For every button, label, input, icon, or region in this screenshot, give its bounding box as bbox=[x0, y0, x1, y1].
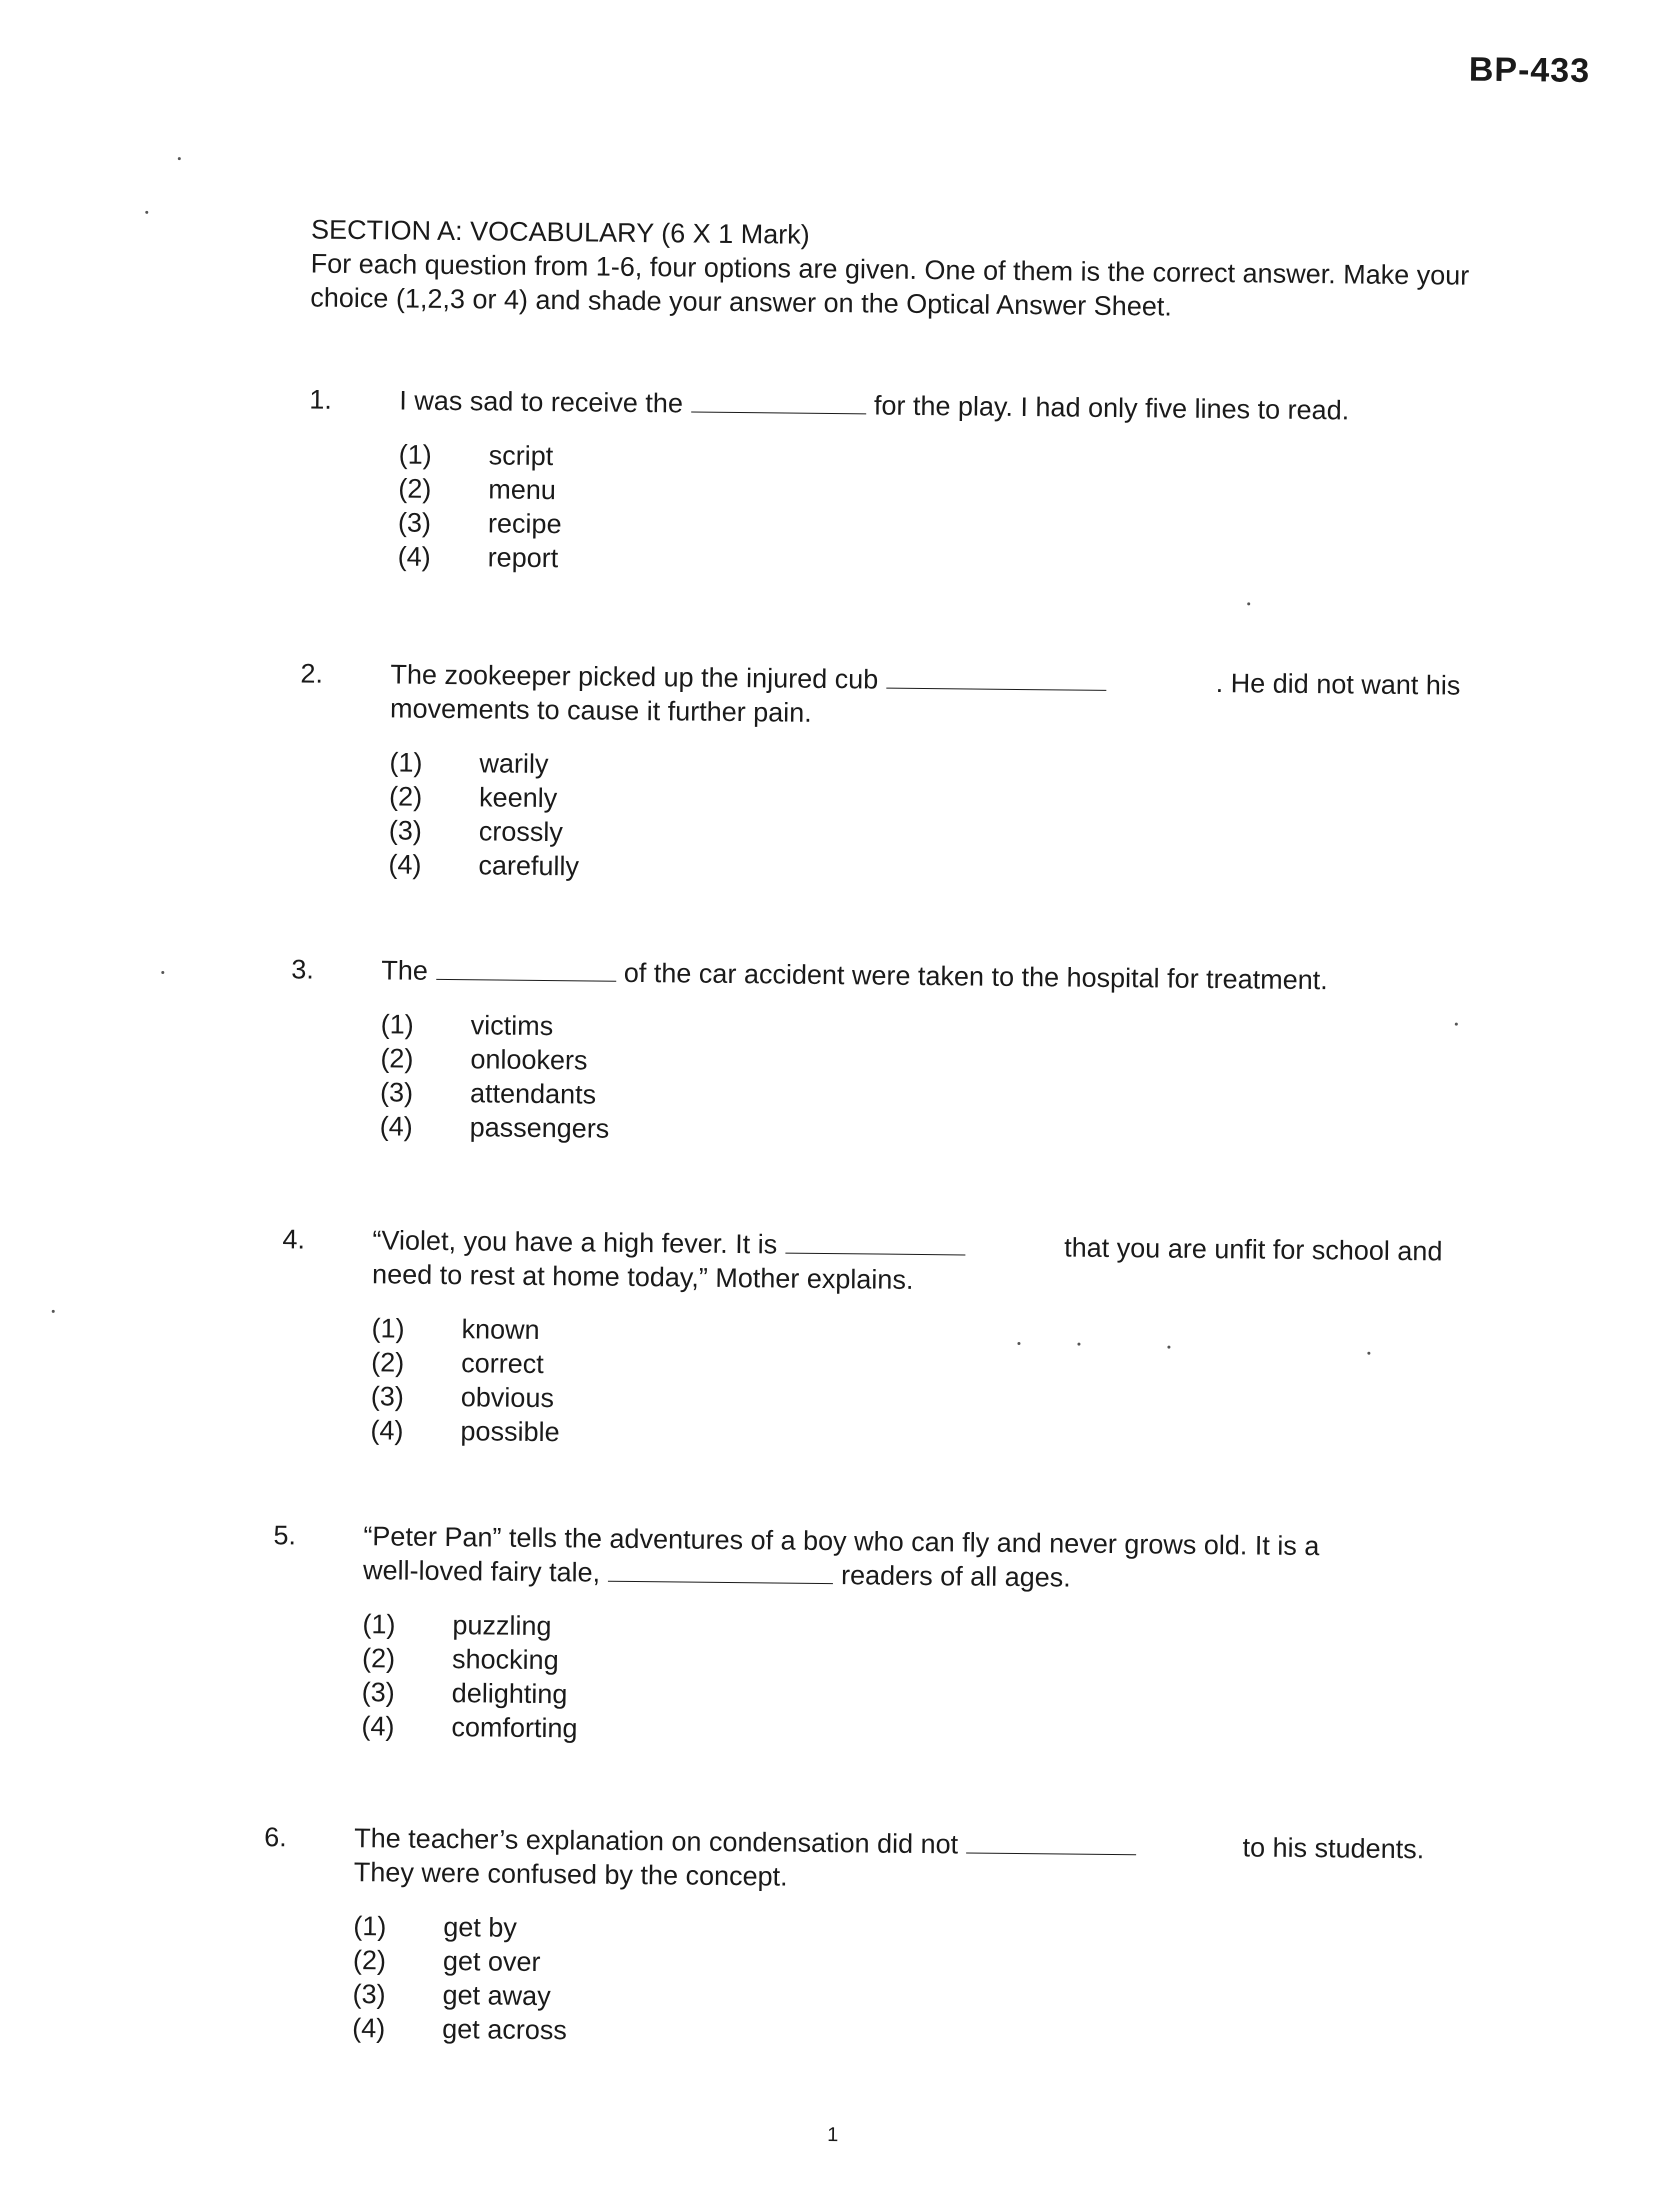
question-text-after: for the play. I had only five lines to read. bbox=[873, 390, 1350, 426]
option-label: (3) bbox=[361, 1677, 395, 1708]
option-label: (1) bbox=[362, 1609, 396, 1640]
question-3 bbox=[290, 952, 1492, 1155]
question-4 bbox=[280, 1222, 1482, 1459]
question-text-before: I was sad to receive the bbox=[399, 385, 684, 419]
option-label: (2) bbox=[371, 1347, 405, 1378]
section-header bbox=[310, 213, 1491, 327]
question-1 bbox=[307, 383, 1509, 586]
options-list bbox=[388, 745, 1499, 893]
option-text: report bbox=[487, 542, 559, 574]
question-text-after: of the car accident were taken to the hospital for treatment. bbox=[623, 957, 1328, 996]
option-label: (4) bbox=[388, 849, 422, 880]
question-number: 2. bbox=[300, 658, 324, 689]
option-label: (4) bbox=[352, 2013, 386, 2044]
question-text-line2: movements to cause it further pain. bbox=[389, 693, 812, 728]
question-text bbox=[363, 1519, 1474, 1599]
answer-blank bbox=[436, 957, 616, 982]
option-text: onlookers bbox=[470, 1044, 588, 1076]
question-number: 4. bbox=[282, 1224, 306, 1255]
option-text: attendants bbox=[469, 1078, 597, 1110]
option-text: get by bbox=[443, 1912, 518, 1943]
question-number: 6. bbox=[264, 1822, 287, 1853]
scan-speck bbox=[1367, 1352, 1370, 1355]
question-text-line1: “Peter Pan” tells the adventures of a boy who can fly and never grows old. It is a bbox=[363, 1521, 1320, 1562]
scan-speck bbox=[52, 1310, 55, 1313]
option-text: warily bbox=[479, 748, 549, 780]
scan-speck bbox=[178, 157, 181, 160]
option-label: (1) bbox=[380, 1009, 414, 1040]
options-list bbox=[380, 1007, 1491, 1155]
answer-blank bbox=[691, 390, 866, 415]
option-label: (3) bbox=[397, 507, 432, 538]
page-number: 1 bbox=[827, 2124, 839, 2147]
option-label: (2) bbox=[398, 473, 432, 504]
paper-code: BP-433 bbox=[1468, 50, 1591, 90]
question-text-after: that you are unfit for school and bbox=[1064, 1232, 1443, 1267]
answer-blank bbox=[608, 1559, 833, 1584]
option-text: possible bbox=[460, 1416, 560, 1448]
scan-speck bbox=[1077, 1343, 1080, 1346]
option-text: keenly bbox=[478, 782, 558, 814]
scan-speck bbox=[1247, 602, 1250, 605]
option-label: (2) bbox=[361, 1643, 396, 1674]
options-list bbox=[361, 1607, 1472, 1755]
option-text: delighting bbox=[451, 1678, 568, 1710]
option-text: crossly bbox=[478, 816, 563, 848]
question-text bbox=[381, 953, 1491, 999]
option-label: (4) bbox=[379, 1111, 413, 1142]
option-text: recipe bbox=[487, 508, 562, 540]
question-text-before: The bbox=[381, 955, 429, 986]
scan-speck bbox=[1017, 1342, 1020, 1345]
option-label: (1) bbox=[398, 439, 432, 470]
option-text: correct bbox=[461, 1348, 544, 1380]
option-label: (3) bbox=[352, 1979, 386, 2010]
question-text-line2-before: well-loved fairy tale, bbox=[362, 1555, 601, 1588]
question-text-after: . He did not want his bbox=[1215, 668, 1461, 701]
option-text: puzzling bbox=[452, 1610, 552, 1642]
question-text-before: The zookeeper picked up the injured cub bbox=[390, 659, 879, 695]
question-text-after: to his students. bbox=[1242, 1832, 1425, 1865]
option-text: obvious bbox=[460, 1382, 555, 1414]
question-number: 3. bbox=[291, 954, 315, 985]
option-text: get across bbox=[442, 2014, 567, 2046]
option-label: (3) bbox=[370, 1381, 405, 1412]
option-label: (2) bbox=[388, 781, 423, 812]
option-text: victims bbox=[470, 1010, 554, 1042]
scan-speck bbox=[1455, 1023, 1458, 1026]
section-title: SECTION A: VOCABULARY (6 X 1 Mark) bbox=[310, 214, 810, 250]
option-label: (4) bbox=[397, 541, 431, 572]
option-label: (1) bbox=[371, 1313, 405, 1344]
option-text: shocking bbox=[451, 1644, 559, 1676]
option-text: get away bbox=[442, 1980, 551, 2012]
question-text bbox=[372, 1223, 1483, 1303]
option-text: passengers bbox=[469, 1112, 610, 1144]
question-text-line2: They were confused by the concept. bbox=[353, 1857, 788, 1892]
option-text: carefully bbox=[478, 850, 580, 882]
option-label: (4) bbox=[361, 1711, 395, 1742]
question-5 bbox=[271, 1518, 1473, 1755]
options-list bbox=[397, 437, 1508, 585]
options-list bbox=[352, 1909, 1463, 2057]
option-label: (2) bbox=[352, 1945, 387, 1976]
scan-speck bbox=[1167, 1346, 1170, 1349]
scan-speck bbox=[161, 971, 164, 974]
question-text bbox=[390, 657, 1501, 737]
answer-blank bbox=[785, 1231, 965, 1256]
answer-blank bbox=[966, 1830, 1136, 1855]
option-label: (4) bbox=[370, 1415, 404, 1446]
question-text-before: “Violet, you have a high fever. It is bbox=[372, 1225, 778, 1260]
option-text: comforting bbox=[451, 1712, 578, 1744]
option-text: known bbox=[461, 1314, 540, 1346]
option-text: get over bbox=[442, 1946, 541, 1978]
question-text bbox=[354, 1821, 1465, 1901]
question-6 bbox=[262, 1820, 1464, 2057]
question-number: 5. bbox=[273, 1520, 297, 1551]
question-text-line2: need to rest at home today,” Mother explains. bbox=[371, 1259, 914, 1295]
option-label: (3) bbox=[388, 815, 422, 846]
answer-blank bbox=[886, 666, 1106, 691]
option-label: (1) bbox=[353, 1911, 387, 1942]
question-text-before: The teacher’s explanation on condensation did not bbox=[354, 1823, 959, 1860]
question-text bbox=[399, 383, 1509, 429]
option-text: menu bbox=[488, 474, 557, 506]
question-number: 1. bbox=[309, 384, 332, 415]
question-2 bbox=[298, 656, 1500, 893]
option-label: (2) bbox=[380, 1043, 414, 1074]
scan-speck bbox=[145, 211, 148, 214]
section-instructions: For each question from 1-6, four options are given. One of them is the correct answer. Make your choice (1,2,3 or 4) and shade your answer on the Optical Answer Sheet. bbox=[310, 248, 1470, 322]
question-text-line2-after: readers of all ages. bbox=[840, 1560, 1071, 1593]
option-label: (3) bbox=[379, 1077, 414, 1108]
option-text: script bbox=[488, 440, 554, 472]
option-label: (1) bbox=[389, 747, 423, 778]
options-list bbox=[370, 1311, 1481, 1459]
